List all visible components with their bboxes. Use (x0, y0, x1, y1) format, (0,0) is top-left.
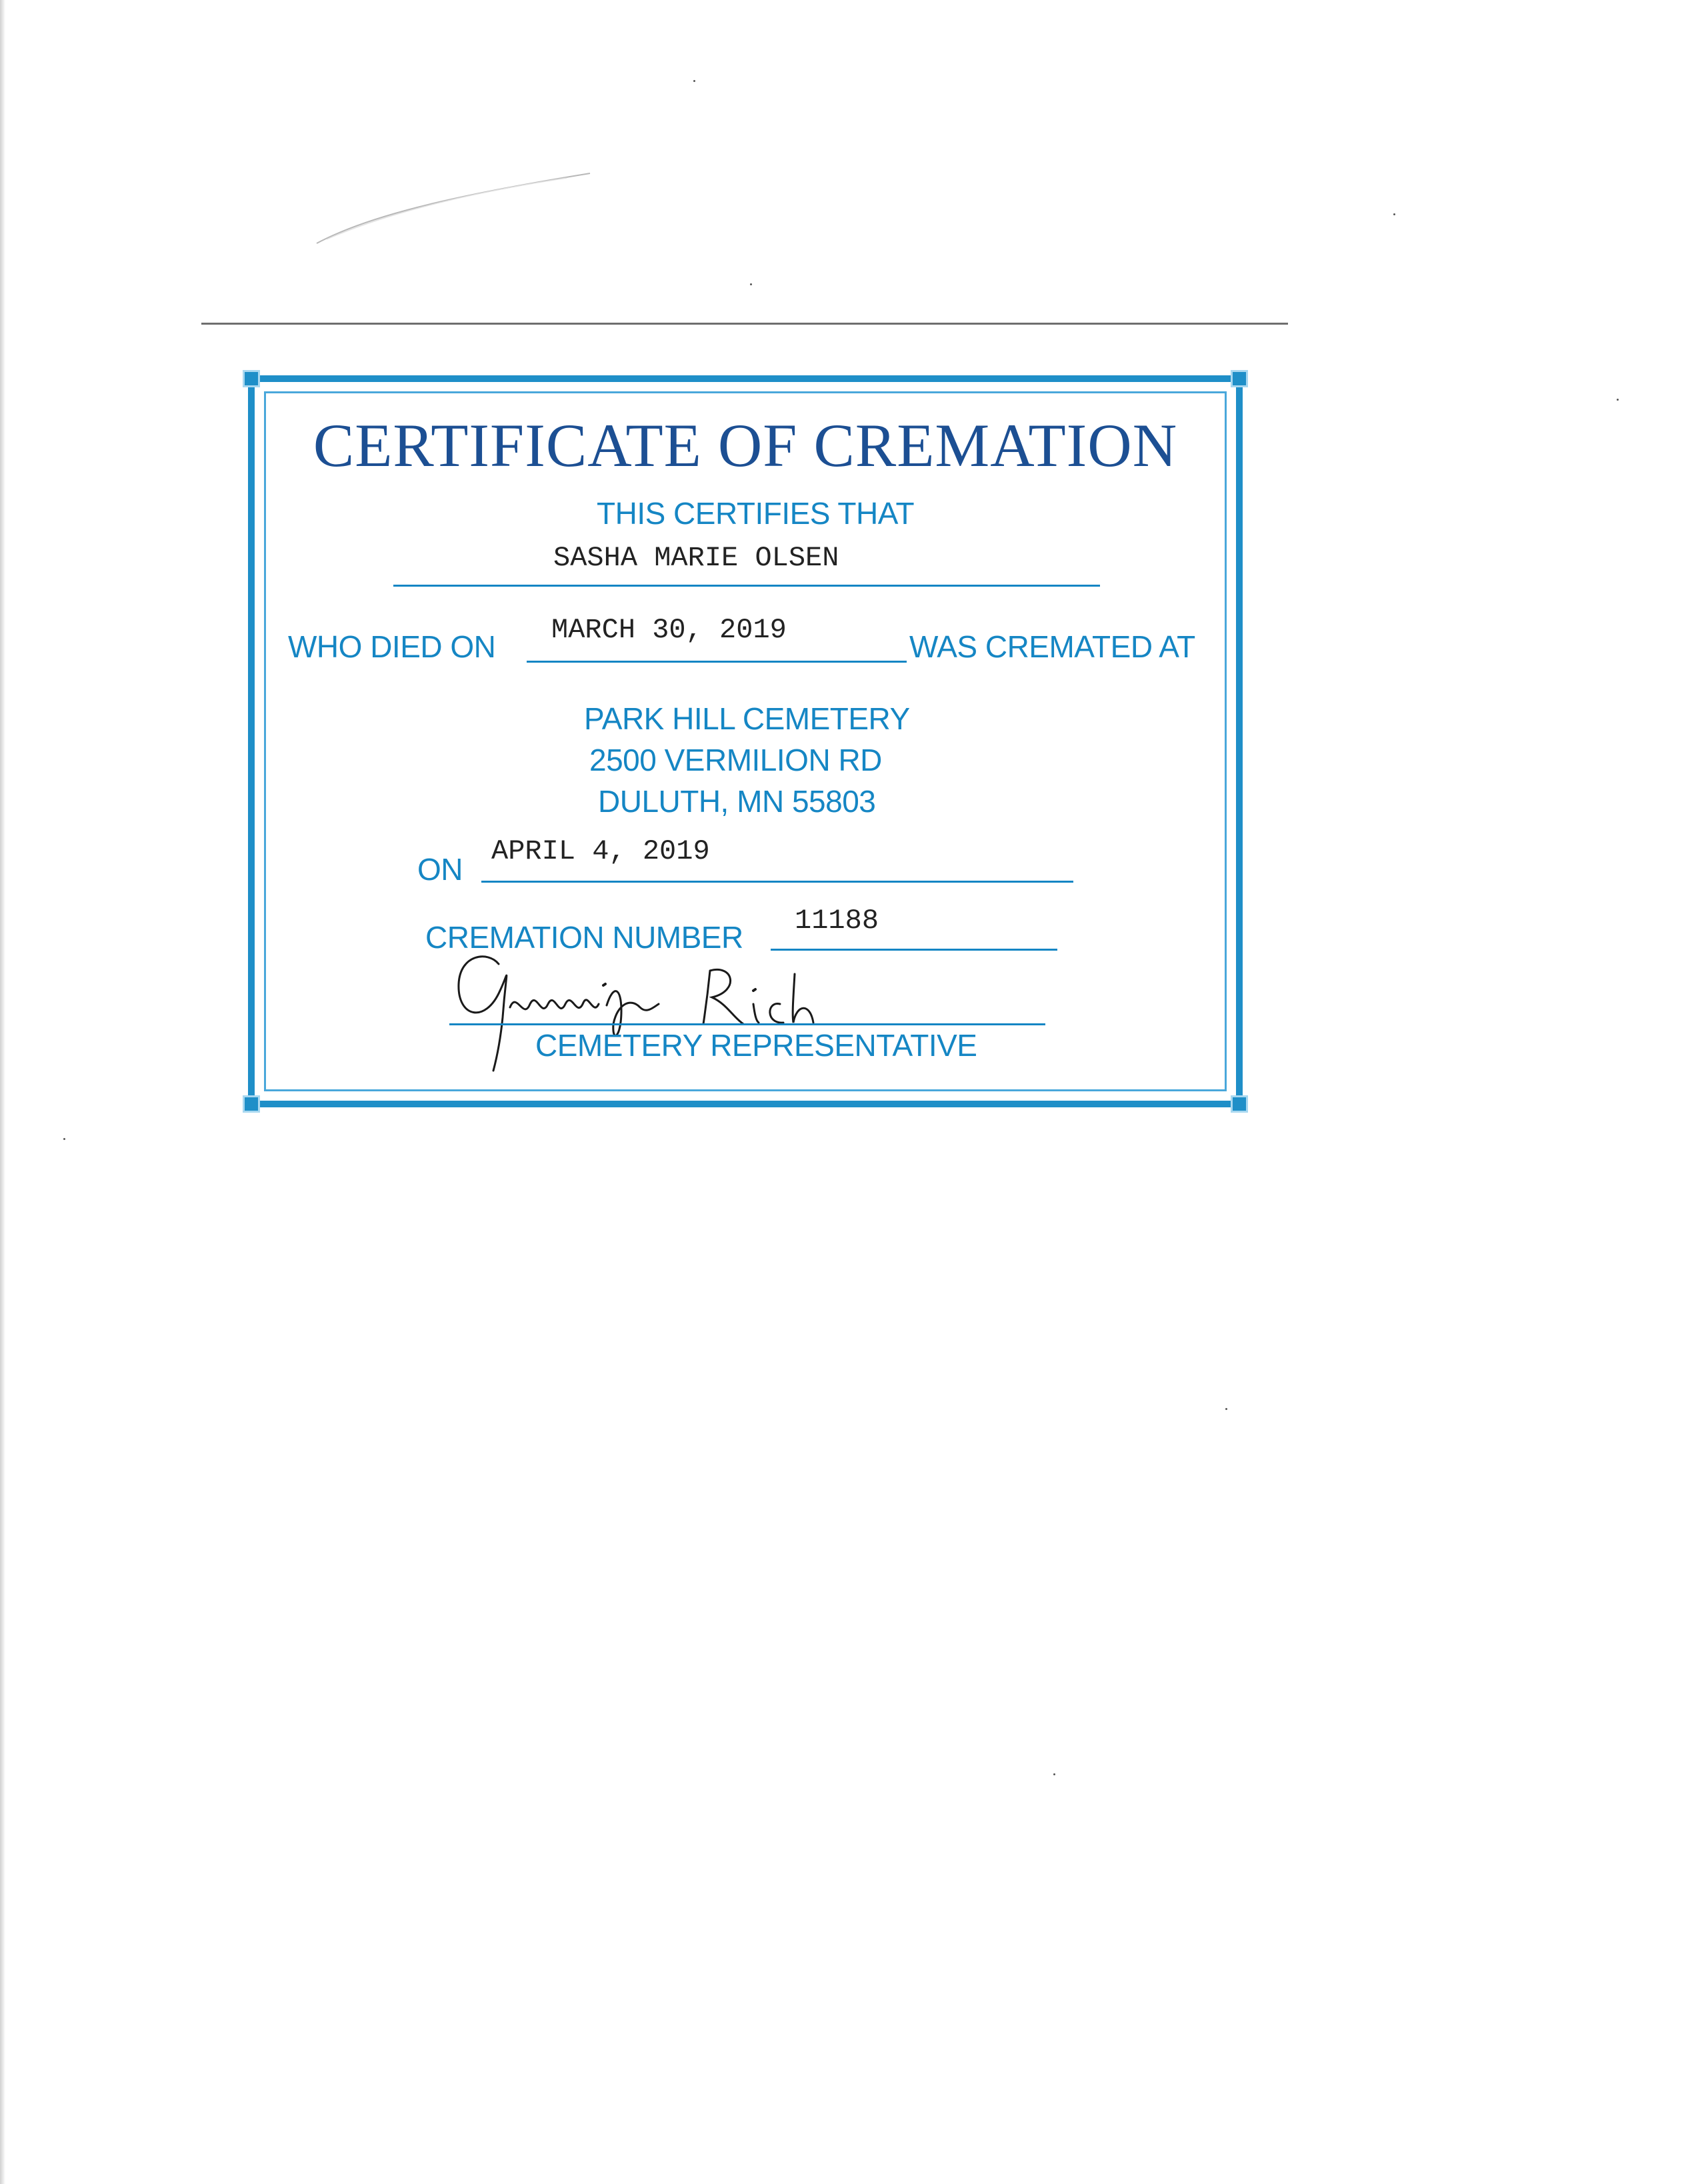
speck (750, 283, 752, 285)
signature-underline (449, 1023, 1045, 1025)
corner-ornament (243, 1095, 260, 1113)
cremated-at-label: WAS CREMATED AT (909, 629, 1195, 664)
cremation-number-label: CREMATION NUMBER (425, 920, 743, 955)
signature-label: CEMETERY REPRESENTATIVE (535, 1028, 977, 1063)
date-of-death: MARCH 30, 2019 (551, 614, 787, 646)
speck (1225, 1408, 1227, 1410)
speck (63, 1138, 65, 1140)
speck (1617, 399, 1619, 401)
location-city: DULUTH, MN 55803 (598, 784, 876, 819)
location-street: 2500 VERMILION RD (589, 743, 882, 777)
died-on-label: WHO DIED ON (288, 629, 496, 664)
cremation-date: APRIL 4, 2019 (491, 835, 710, 867)
speck (1053, 1773, 1055, 1775)
speck (693, 80, 695, 82)
certificate-card (248, 375, 1243, 1107)
cremation-number: 11188 (795, 905, 879, 937)
speck (1393, 213, 1395, 215)
name-underline (393, 585, 1100, 587)
location-name: PARK HILL CEMETERY (584, 701, 910, 736)
certifies-label: THIS CERTIFIES THAT (597, 496, 915, 531)
scan-smudge (313, 170, 593, 250)
death-date-underline (527, 661, 907, 663)
deceased-name: SASHA MARIE OLSEN (553, 542, 839, 574)
page-left-edge (0, 0, 5, 2184)
cremation-date-underline (481, 881, 1073, 883)
corner-ornament (243, 370, 260, 387)
corner-ornament (1231, 1095, 1248, 1113)
on-label: ON (417, 852, 463, 887)
corner-ornament (1231, 370, 1248, 387)
top-rule (201, 323, 1288, 325)
certificate-title: CERTIFICATE OF CREMATION (313, 411, 1178, 479)
